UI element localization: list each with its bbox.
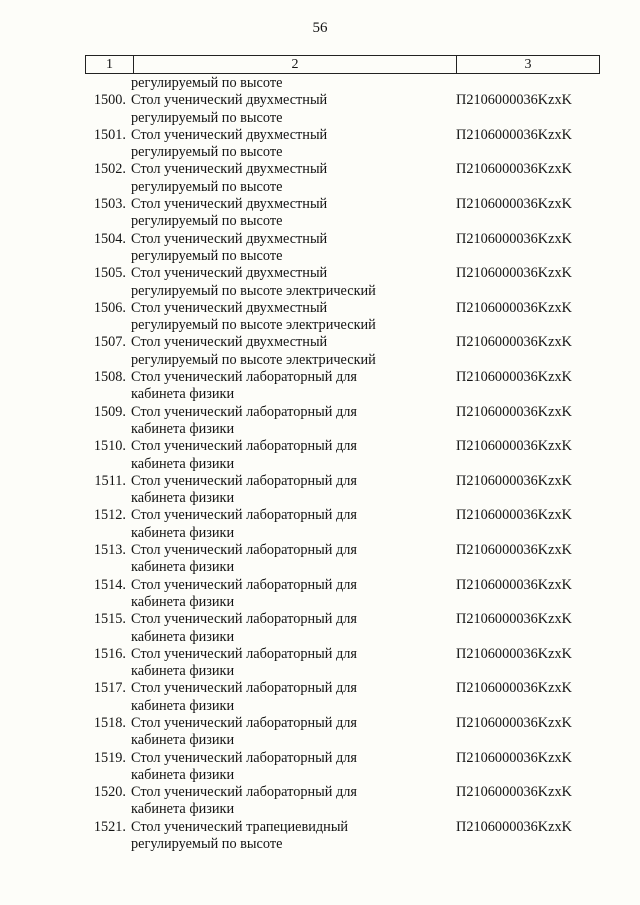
row-name-line1: Стол ученический двухместный [131, 230, 328, 247]
row-number: 1518. [93, 714, 126, 731]
row-code: П2106000036KzxK [456, 265, 572, 282]
row-name [131, 507, 453, 542]
row-name-line2: кабинета физики [131, 559, 235, 576]
table-row [85, 784, 600, 819]
header-col-1: 1 [86, 56, 134, 74]
row-number: 1515. [93, 611, 126, 628]
row-number: 1514. [93, 576, 126, 593]
continuation-text: регулируемый по высоте [131, 75, 283, 91]
row-name-line1: Стол ученический лабораторный для [131, 611, 357, 628]
table-row [85, 231, 600, 266]
row-code: П2106000036KzxK [456, 196, 572, 213]
table-row [85, 404, 600, 439]
row-name-line1: Стол ученический лабораторный для [131, 749, 357, 766]
row-name-line1: Стол ученический лабораторный для [131, 472, 357, 489]
row-name-line2: кабинета физики [131, 628, 235, 645]
table-row [85, 161, 600, 196]
row-name-line2: регулируемый по высоте электрический [131, 351, 376, 368]
row-name-line1: Стол ученический двухместный [131, 126, 328, 143]
row-code: П2106000036KzxK [456, 369, 572, 386]
row-code: П2106000036KzxK [456, 230, 572, 247]
row-name-line2: регулируемый по высоте [131, 836, 283, 853]
header-col-2: 2 [134, 56, 457, 74]
row-name [131, 265, 453, 300]
row-number: 1517. [93, 680, 126, 697]
row-code: П2106000036KzxK [456, 749, 572, 766]
row-name [131, 369, 453, 404]
row-number: 1511. [94, 472, 126, 489]
row-number: 1507. [93, 334, 126, 351]
table-row [85, 611, 600, 646]
table-row [85, 92, 600, 127]
row-name-line1: Стол ученический лабораторный для [131, 645, 357, 662]
row-name-line2: регулируемый по высоте [131, 247, 283, 264]
row-name-line2: кабинета физики [131, 732, 235, 749]
table-row [85, 507, 600, 542]
row-name [131, 196, 453, 231]
row-name-line1: Стол ученический лабораторный для [131, 542, 357, 559]
row-name-line1: Стол ученический лабораторный для [131, 403, 357, 420]
row-name [131, 646, 453, 681]
header-col-3: 3 [457, 56, 600, 74]
row-name [131, 577, 453, 612]
row-name-line2: регулируемый по высоте электрический [131, 282, 376, 299]
row-name-line2: регулируемый по высоте [131, 213, 283, 230]
row-name-line2: кабинета физики [131, 420, 235, 437]
row-name-line1: Стол ученический двухместный [131, 265, 328, 282]
row-name [131, 231, 453, 266]
row-name [131, 784, 453, 819]
row-code: П2106000036KzxK [456, 714, 572, 731]
row-number: 1509. [93, 403, 126, 420]
row-code: П2106000036KzxK [456, 507, 572, 524]
table-row [85, 542, 600, 577]
row-number: 1505. [93, 265, 126, 282]
row-name [131, 611, 453, 646]
row-code: П2106000036KzxK [456, 818, 572, 835]
row-code: П2106000036KzxK [456, 645, 572, 662]
row-code: П2106000036KzxK [456, 611, 572, 628]
row-name [131, 750, 453, 785]
row-name-line1: Стол ученический лабораторный для [131, 714, 357, 731]
row-name [131, 542, 453, 577]
row-code: П2106000036KzxK [456, 438, 572, 455]
row-name-line1: Стол ученический двухместный [131, 196, 328, 213]
row-name [131, 92, 453, 127]
row-code: П2106000036KzxK [456, 472, 572, 489]
table-row [85, 334, 600, 369]
row-number: 1513. [93, 542, 126, 559]
table-row [85, 750, 600, 785]
row-code: П2106000036KzxK [456, 334, 572, 351]
row-name-line2: кабинета физики [131, 593, 235, 610]
row-name [131, 300, 453, 335]
row-name-line2: кабинета физики [131, 386, 235, 403]
page-number: 56 [312, 20, 328, 36]
row-name-line1: Стол ученический лабораторный для [131, 507, 357, 524]
row-name-line2: регулируемый по высоте [131, 109, 283, 126]
row-number: 1501. [93, 126, 126, 143]
row-number: 1520. [93, 784, 126, 801]
table-row [85, 819, 600, 854]
row-name-line2: кабинета физики [131, 524, 235, 541]
row-name [131, 161, 453, 196]
row-code: П2106000036KzxK [456, 784, 572, 801]
row-name-line1: Стол ученический лабораторный для [131, 680, 357, 697]
row-code: П2106000036KzxK [456, 403, 572, 420]
row-name [131, 819, 453, 854]
row-name-line2: регулируемый по высоте [131, 178, 283, 195]
row-code: П2106000036KzxK [456, 126, 572, 143]
row-code: П2106000036KzxK [456, 576, 572, 593]
row-name-line2: кабинета физики [131, 766, 235, 783]
row-code: П2106000036KzxK [456, 299, 572, 316]
row-name-line2: кабинета физики [131, 490, 235, 507]
row-code: П2106000036KzxK [456, 161, 572, 178]
table-header [85, 55, 600, 74]
row-name [131, 715, 453, 750]
row-number: 1504. [93, 230, 126, 247]
row-code: П2106000036KzxK [456, 680, 572, 697]
row-name-line1: Стол ученический двухместный [131, 334, 328, 351]
row-name-line2: регулируемый по высоте электрический [131, 317, 376, 334]
table-row [85, 473, 600, 508]
table-row [85, 127, 600, 162]
table-row [85, 715, 600, 750]
row-number: 1519. [93, 749, 126, 766]
row-name [131, 680, 453, 715]
row-name-line2: кабинета физики [131, 697, 235, 714]
table-row [85, 646, 600, 681]
row-name-line1: Стол ученический трапециевидный [131, 818, 349, 835]
row-name-line1: Стол ученический лабораторный для [131, 576, 357, 593]
table-row [85, 300, 600, 335]
row-name-line2: кабинета физики [131, 455, 235, 472]
row-name-line2: кабинета физики [131, 663, 235, 680]
row-number: 1510. [93, 438, 126, 455]
row-number: 1503. [93, 196, 126, 213]
row-number: 1500. [93, 92, 126, 109]
row-name-line1: Стол ученический лабораторный для [131, 369, 357, 386]
row-name-line2: регулируемый по высоте [131, 144, 283, 161]
row-name-line1: Стол ученический двухместный [131, 161, 328, 178]
row-number: 1508. [93, 369, 126, 386]
row-name [131, 127, 453, 162]
row-code: П2106000036KzxK [456, 542, 572, 559]
row-name-line1: Стол ученический лабораторный для [131, 438, 357, 455]
row-number: 1502. [93, 161, 126, 178]
row-name [131, 334, 453, 369]
row-number: 1521. [93, 818, 126, 835]
table-row [85, 196, 600, 231]
row-code: П2106000036KzxK [456, 92, 572, 109]
row-name [131, 438, 453, 473]
row-number: 1516. [93, 645, 126, 662]
row-name-line1: Стол ученический двухместный [131, 299, 328, 316]
row-name-line1: Стол ученический двухместный [131, 92, 328, 109]
row-number: 1512. [93, 507, 126, 524]
table-row [85, 577, 600, 612]
continuation-row [85, 75, 600, 92]
table-row [85, 265, 600, 300]
row-name [131, 473, 453, 508]
table-row [85, 680, 600, 715]
table-row [85, 369, 600, 404]
row-name-line2: кабинета физики [131, 801, 235, 818]
table-row [85, 438, 600, 473]
table-body [85, 75, 600, 853]
row-number: 1506. [93, 299, 126, 316]
row-name [131, 404, 453, 439]
row-name-line1: Стол ученический лабораторный для [131, 784, 357, 801]
